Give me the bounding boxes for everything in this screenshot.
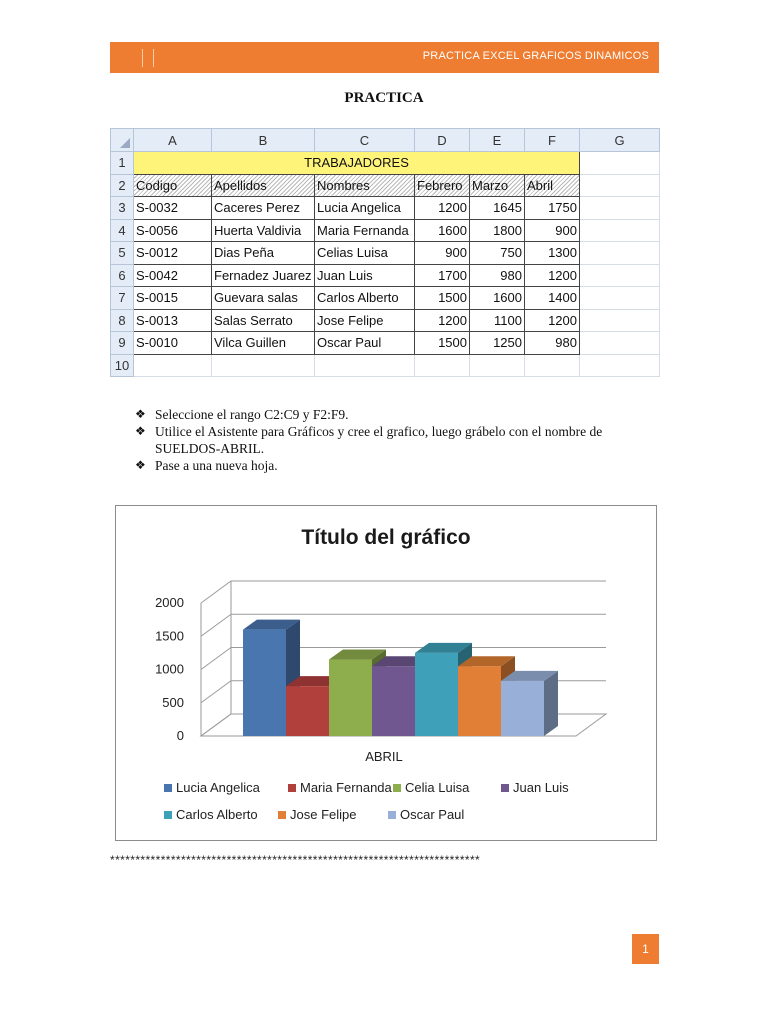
data-cell: Carlos Alberto [315, 287, 415, 310]
empty-cell [580, 264, 660, 287]
instruction-item [135, 457, 660, 474]
header-cell: Codigo [134, 174, 212, 197]
bar [286, 686, 329, 736]
header-cell: Abril [525, 174, 580, 197]
bar-side [544, 671, 558, 736]
data-cell: 750 [470, 242, 525, 265]
row-header: 8 [111, 309, 134, 332]
header-tick-marks [142, 49, 154, 67]
data-cell: Fernadez Juarez [212, 264, 315, 287]
legend-swatch [164, 811, 172, 819]
data-cell: Huerta Valdivia [212, 219, 315, 242]
legend-swatch [278, 811, 286, 819]
empty-cell [470, 354, 525, 377]
column-header-row [111, 129, 660, 152]
empty-cell [580, 287, 660, 310]
empty-cell [315, 354, 415, 377]
data-cell: 1250 [470, 332, 525, 355]
bar [501, 681, 544, 736]
empty-cell [580, 309, 660, 332]
row-header: 10 [111, 354, 134, 377]
bar-chart [116, 506, 656, 840]
legend-entry: Jose Felipe [290, 807, 357, 822]
legend-swatch [388, 811, 396, 819]
bar [243, 630, 286, 736]
column-header: G [580, 129, 660, 152]
instruction-text: Pase a una nueva hoja. [155, 458, 278, 473]
data-cell: 1300 [525, 242, 580, 265]
data-cell: Lucia Angelica [315, 197, 415, 220]
header-bar [110, 42, 659, 73]
column-header: F [525, 129, 580, 152]
legend-swatch [393, 784, 401, 792]
table-row [111, 264, 660, 287]
gridline-side [201, 648, 231, 670]
data-cell: Jose Felipe [315, 309, 415, 332]
legend-swatch [288, 784, 296, 792]
data-cell: 1100 [470, 309, 525, 332]
empty-cell [212, 354, 315, 377]
data-cell: S-0012 [134, 242, 212, 265]
row-header: 2 [111, 174, 134, 197]
spreadsheet-grid [110, 128, 660, 377]
empty-cell [580, 354, 660, 377]
table-row [111, 287, 660, 310]
header-cell: Nombres [315, 174, 415, 197]
sheet-header-row [111, 174, 660, 197]
data-cell: Juan Luis [315, 264, 415, 287]
x-axis-label: ABRIL [365, 749, 403, 764]
data-cell: 1750 [525, 197, 580, 220]
legend-entry: Celia Luisa [405, 780, 470, 795]
row-header: 1 [111, 152, 134, 175]
data-cell: Oscar Paul [315, 332, 415, 355]
data-cell: 1600 [415, 219, 470, 242]
table-row [111, 332, 660, 355]
y-tick-label: 2000 [155, 595, 184, 610]
asterisk-separator: ************************************************************************* [110, 853, 481, 867]
merged-title-cell: TRABAJADORES [134, 152, 580, 175]
data-cell: S-0032 [134, 197, 212, 220]
column-header: A [134, 129, 212, 152]
data-cell: Maria Fernanda [315, 219, 415, 242]
y-tick-label: 1500 [155, 628, 184, 644]
select-all-corner [111, 129, 134, 152]
legend-entry: Juan Luis [513, 780, 569, 795]
spreadsheet-image [110, 128, 659, 373]
empty-cell [580, 332, 660, 355]
legend-entry: Maria Fernanda [300, 780, 392, 795]
row-header: 6 [111, 264, 134, 287]
gridline-side [201, 681, 231, 703]
sheet-row [111, 354, 660, 377]
table-row [111, 197, 660, 220]
bar [329, 660, 372, 736]
instruction-list [135, 406, 660, 474]
diamond-bullet-icon: ❖ [135, 424, 146, 438]
data-cell: 1200 [525, 264, 580, 287]
data-cell: 1200 [525, 309, 580, 332]
bar [458, 666, 501, 736]
gridline-side [201, 581, 231, 603]
row-header: 3 [111, 197, 134, 220]
page-number: 1 [632, 934, 659, 964]
empty-cell [580, 174, 660, 197]
row-header: 9 [111, 332, 134, 355]
data-cell: 1600 [470, 287, 525, 310]
data-cell: 1700 [415, 264, 470, 287]
data-cell: 900 [525, 219, 580, 242]
empty-cell [580, 242, 660, 265]
header-title: PRACTICA EXCEL GRAFICOS DINAMICOS [422, 50, 649, 62]
column-header: D [415, 129, 470, 152]
row-header: 4 [111, 219, 134, 242]
empty-cell [525, 354, 580, 377]
row-header: 5 [111, 242, 134, 265]
data-cell: 1645 [470, 197, 525, 220]
instruction-text: Utilice el Asistente para Gráficos y cree el grafico, luego grábelo con el nombre de SUELDOS-ABRIL. [155, 424, 603, 456]
column-header: B [212, 129, 315, 152]
data-cell: 900 [415, 242, 470, 265]
data-cell: Salas Serrato [212, 309, 315, 332]
data-cell: Dias Peña [212, 242, 315, 265]
data-cell: 1200 [415, 309, 470, 332]
bar [415, 653, 458, 736]
column-header: E [470, 129, 525, 152]
data-cell: 980 [470, 264, 525, 287]
legend-entry: Carlos Alberto [176, 807, 258, 822]
column-header: C [315, 129, 415, 152]
chart-title: Título del gráfico [301, 526, 471, 549]
data-cell: Celias Luisa [315, 242, 415, 265]
gridline-side [201, 614, 231, 636]
y-tick-label: 0 [176, 728, 184, 743]
data-cell: Caceres Perez [212, 197, 315, 220]
y-tick-label: 500 [162, 694, 184, 710]
data-cell: 1400 [525, 287, 580, 310]
diamond-bullet-icon: ❖ [135, 407, 146, 421]
legend-entry: Lucia Angelica [176, 780, 260, 795]
table-row [111, 219, 660, 242]
data-cell: S-0013 [134, 309, 212, 332]
y-tick-label: 1000 [155, 661, 184, 677]
data-cell: 1800 [470, 219, 525, 242]
header-cell: Apellidos [212, 174, 315, 197]
data-cell: S-0010 [134, 332, 212, 355]
table-row [111, 309, 660, 332]
data-cell: Vilca Guillen [212, 332, 315, 355]
header-cell: Febrero [415, 174, 470, 197]
diamond-bullet-icon: ❖ [135, 458, 146, 472]
instruction-text: Seleccione el rango C2:C9 y F2:F9. [155, 407, 349, 422]
empty-cell [580, 219, 660, 242]
data-cell: Guevara salas [212, 287, 315, 310]
bar [372, 666, 415, 736]
data-cell: S-0042 [134, 264, 212, 287]
empty-cell [415, 354, 470, 377]
chart-container [115, 505, 657, 841]
data-cell: 1200 [415, 197, 470, 220]
data-cell: S-0056 [134, 219, 212, 242]
legend-swatch [501, 784, 509, 792]
empty-cell [580, 197, 660, 220]
empty-cell [580, 152, 660, 175]
table-row [111, 242, 660, 265]
document-title: PRACTICA [344, 90, 424, 106]
data-cell: S-0015 [134, 287, 212, 310]
data-cell: 1500 [415, 332, 470, 355]
instruction-item [135, 423, 660, 457]
sheet-row [111, 152, 660, 175]
row-header: 7 [111, 287, 134, 310]
data-cell: 980 [525, 332, 580, 355]
legend-entry: Oscar Paul [400, 807, 465, 822]
legend-swatch [164, 784, 172, 792]
header-cell: Marzo [470, 174, 525, 197]
data-cell: 1500 [415, 287, 470, 310]
instruction-item [135, 406, 660, 423]
empty-cell [134, 354, 212, 377]
